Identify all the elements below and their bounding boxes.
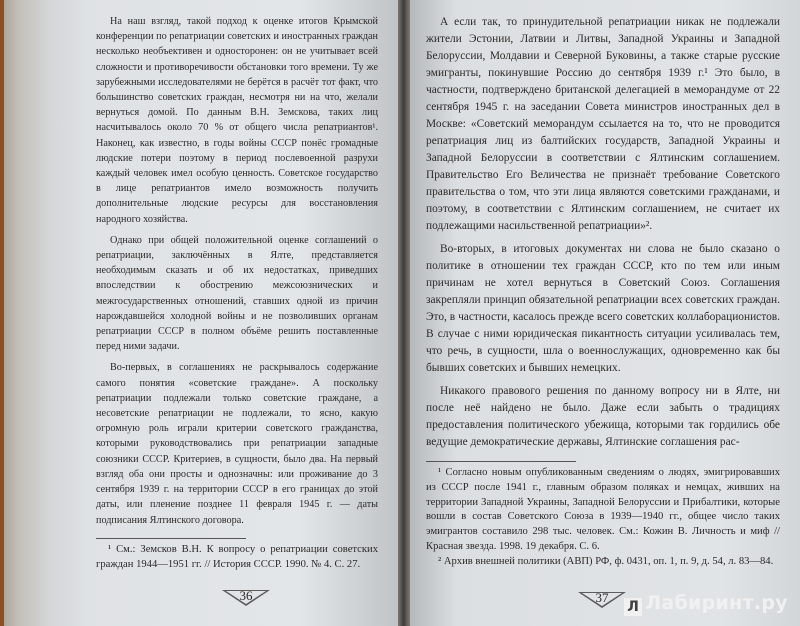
right-footnote-rule [426,461,576,462]
right-footnote-1: ¹ Согласно новым опубликованным сведениям о людях, эмигрировавших из СССР после 1941 г., главным образом поляках и немцах, живших на территории Западной Украины, Западной Белоруссии и Прибалтики, которые вошли в состав Советского Союза в 1939—1940 гг., общее число таких эмигрантов составило 298 тыс. человек. См.: Кожин В. Личность и миф // Красная звезда. 1998. 19 декабря. С. 6. [426,467,780,552]
watermark [624,592,788,616]
left-footnote-1: ¹ См.: Земсков В.Н. К вопросу о репатриации советских граждан 1944—1951 гг. // История СССР. 1990. № 4. С. 27. [96,543,378,570]
left-paragraph-1: На наш взгляд, такой подход к оценке итогов Крымской конференции по репатриации советских и иностранных граждан несколько необъективен и односторонен: он не учитывает всей сложности и противоречивости обстановки того времени. Ту же зарубежными исследователями не берётся в расчёт тот факт, что большинство советских граждан, несмотря ни на что, желали вернуться домой. По данным В.Н. Земскова, таких лиц насчитывалось около 70 % от общего числа репатриантов¹. Наконец, как известно, в годы войны СССР понёс громадные людские потери поэтому в период послевоенной разрухи каждый человек имел особую ценность. Советское государство в лице репатриантов имело возможность получить дополнительные людские ресурсы для восстановления народного хозяйства. [96,16,378,225]
right-footnote-2: ² Архив внешней политики (АВП) РФ, ф. 0431, оп. 1, п. 9, д. 54, л. 83—84. [438,555,774,567]
right-paragraph-2: Во-вторых, в итоговых документах ни слова не было сказано о политике в отношении тех граждан СССР, кто по тем или иным причинам не хотел вернуться в Советский Союз. Соглашения закрепляли принцип обязательной репатриации всех советских граждан. Это, в частности, касалось прежде всего советских коллаборационистов. В случае с ними юридическая пикантность ситуации усиливалась тем, что речь, в сущности, шла о военнослужащих, одновременно как бы бывших советских и бывших немецких. [426,243,780,374]
right-paragraph-3: Никакого правового решения по данному вопросу ни в Ялте, ни после неё найдено не было. Даже если забыть о традициях предоставления политического убежища, которыми так гордились обе ведущие демократические державы, Ялтинские соглашения рас- [426,385,780,448]
page-number-left: 36 [239,588,253,603]
left-paragraph-2: Однако при общей положительной оценке соглашений о репатриации, заключённых в Ялте, представляется необходимым сказать и об их недостатках, приведших впоследствии к обострению межсоюзнических и межгосударственных отношений, ставших одной из причин нарождавшейся холодной войны и не позволивших органам репатриации СССР в полном объёме решить поставленные перед ними задачи. [96,234,378,353]
left-paragraph-3: Во-первых, в соглашениях не раскрывалось содержание самого понятия «советские граждане». А поскольку репатриации подлежали только советские граждане, а несоветские репатриации не подлежали, то ясно, какую огромную роль играли критерии советского гражданства, которыми руководствовались при репатриации западные союзники СССР. Критериев, в сущности, было два. На первый взгляд оба они просты и однозначны: или проживание до 3 сентября 1939 г. на территории СССР в его границах до этой даты, или пленение позднее 11 февраля 1945 г. — даты подписания Ялтинского договора. [96,362,378,526]
right-page [410,0,800,626]
left-footnote-rule [96,538,246,539]
left-page-text [96,14,378,528]
watermark-text: Лабиринт.ру [645,592,788,614]
left-footnotes [96,543,378,573]
right-footnotes [426,466,780,570]
cover-edge [0,0,4,626]
right-paragraph-1: А если так, то принудительной репатриации никак не подлежали жители Эстонии, Латвии и Литвы, Западной Украины и Западной Белоруссии, Молдавии и Северной Буковины, а также старые русские эмигранты, покинувшие Россию до сентября 1939 г.¹ Это было, в частности, подтверждено британской делегацией в меморандуме от 22 сентября 1945 г. на заседании Совета министров иностранных дел в Москве: «Советский меморандум ссылается на то, что не проводится репатриация лиц из балтийских государств, Западной Украины и Западной Белоруссии в соответствии с Ялтинским соглашением. Правительство Его Величества не признаёт требование Советского правительства о том, что эти лица являются советскими гражданами, и поэтому, в соответствии с Ялтинским соглашением, не считает их подлежащими насильственной репатриации»². [426,16,780,232]
labirint-logo-icon: Л [624,598,642,616]
right-page-text [426,14,780,451]
page-number-right: 37 [595,590,609,605]
